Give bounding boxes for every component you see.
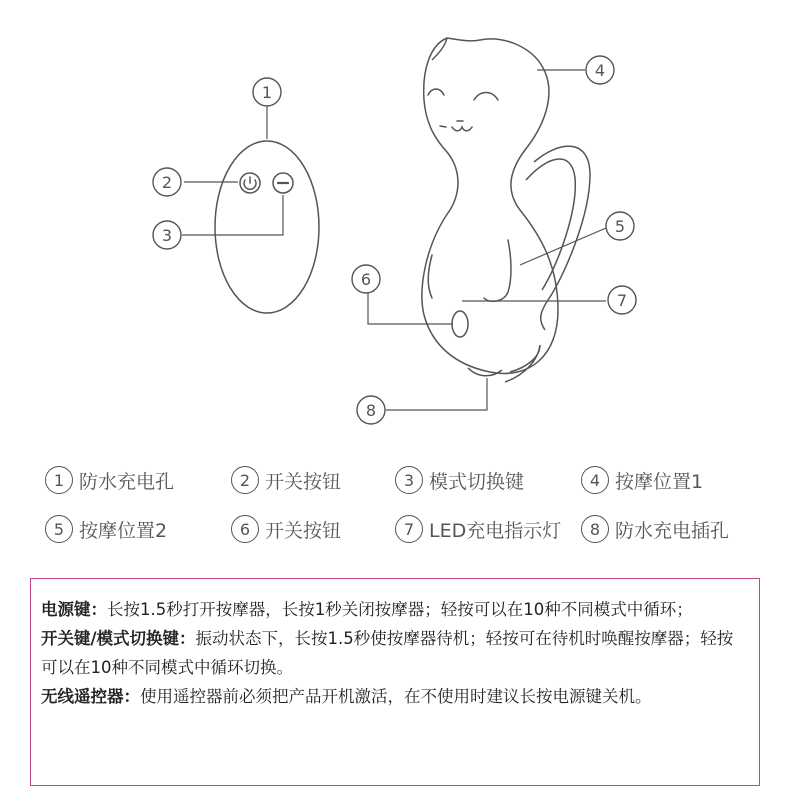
description-box xyxy=(30,578,760,786)
legend-label: 防水充电插孔 xyxy=(615,519,730,542)
legend-item-8 xyxy=(581,512,729,546)
svg-text:7: 7 xyxy=(616,291,628,310)
legend-number: 6 xyxy=(231,515,259,543)
legend-number: 7 xyxy=(395,515,423,543)
power-key-label: 电源键： xyxy=(41,600,107,619)
legend xyxy=(0,455,790,565)
legend-number: 1 xyxy=(45,466,73,494)
legend-item-2 xyxy=(231,463,341,497)
svg-text:6: 6 xyxy=(360,270,372,289)
legend-label: 防水充电孔 xyxy=(79,470,175,493)
legend-number: 5 xyxy=(45,515,73,543)
legend-number: 3 xyxy=(395,466,423,494)
switch-key-label: 开关键/模式切换键： xyxy=(41,629,196,648)
power-key-text: 长按1.5秒打开按摩器，长按1秒关闭按摩器；轻按可以在10种不同模式中循环； xyxy=(107,600,693,619)
legend-label: 按摩位置1 xyxy=(615,470,704,493)
legend-number: 2 xyxy=(231,466,259,494)
callout-7 xyxy=(608,286,636,314)
switch-key-description xyxy=(41,624,747,682)
legend-number: 4 xyxy=(581,466,609,494)
legend-label: 模式切换键 xyxy=(429,470,525,493)
legend-label: 按摩位置2 xyxy=(79,519,168,542)
remote-description xyxy=(41,682,747,711)
legend-label: 开关按钮 xyxy=(265,519,342,542)
svg-text:8: 8 xyxy=(365,401,377,420)
remote-label: 无线遥控器： xyxy=(41,687,140,706)
legend-item-6 xyxy=(231,512,341,546)
callout-8 xyxy=(357,396,385,424)
remote-text: 使用遥控器前必须把产品开机激活，在不使用时建议长按电源键关机。 xyxy=(140,687,652,706)
callout-3 xyxy=(153,221,181,249)
legend-item-4 xyxy=(581,463,703,497)
legend-item-7 xyxy=(395,512,561,546)
power-key-description xyxy=(41,595,747,624)
switch-key-text: 振动状态下，长按1.5秒使按摩器待机；轻按可在待机时唤醒按摩器；轻按可以在10种不同模式中循环切换。 xyxy=(41,629,734,677)
squirrel-device xyxy=(422,38,590,382)
svg-text:5: 5 xyxy=(614,217,626,236)
legend-label: 开关按钮 xyxy=(265,470,342,493)
callout-4 xyxy=(586,56,614,84)
callout-6 xyxy=(352,265,380,293)
legend-number: 8 xyxy=(581,515,609,543)
callout-1 xyxy=(253,78,281,106)
svg-text:1: 1 xyxy=(261,83,273,102)
svg-text:3: 3 xyxy=(161,226,173,245)
legend-item-3 xyxy=(395,463,524,497)
legend-label: LED充电指示灯 xyxy=(429,519,562,542)
legend-item-5 xyxy=(45,512,167,546)
svg-text:4: 4 xyxy=(594,61,606,80)
callout-5 xyxy=(606,212,634,240)
svg-text:2: 2 xyxy=(161,173,173,192)
remote-control xyxy=(215,141,319,313)
callout-2 xyxy=(153,168,181,196)
legend-item-1 xyxy=(45,463,174,497)
